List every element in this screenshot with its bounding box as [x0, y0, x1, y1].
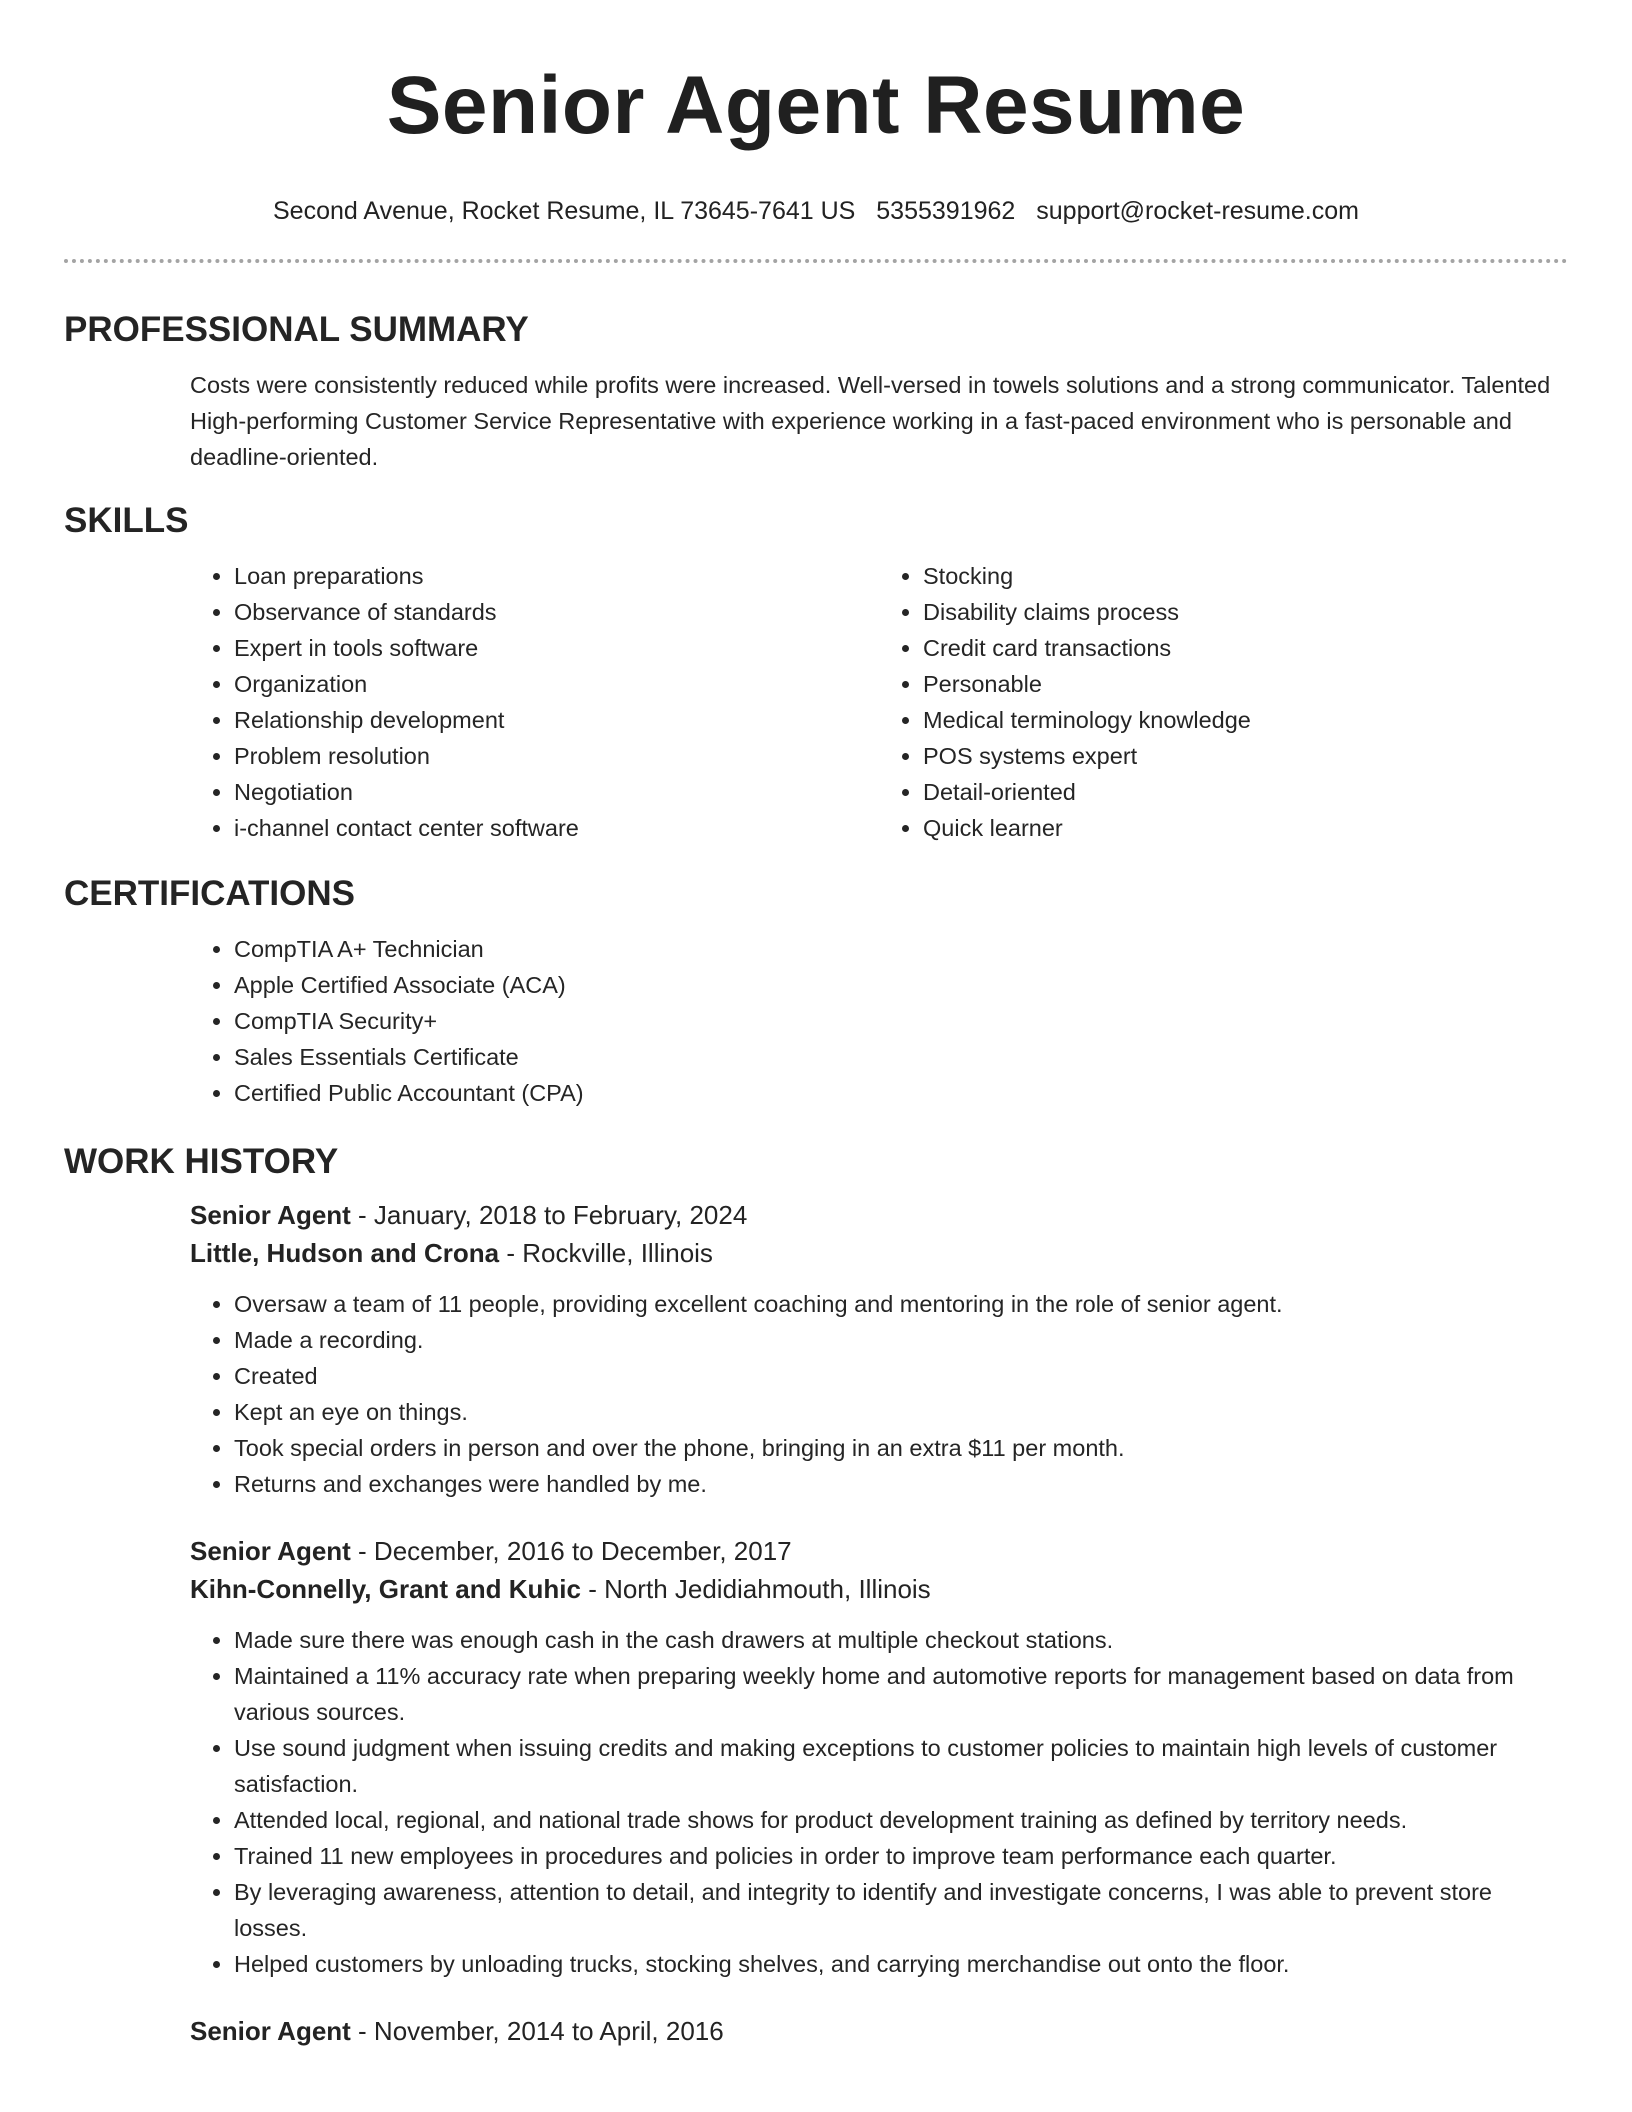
list-item: • Problem resolution [234, 738, 879, 774]
job-entry [190, 2012, 1568, 2050]
contact-phone: 5355391962 [876, 197, 1016, 225]
contact-address: Second Avenue, Rocket Resume, IL 73645-7641 US [273, 197, 856, 225]
job-dates: - December, 2016 to December, 2017 [350, 1536, 792, 1566]
certifications-section [64, 931, 1568, 1111]
list-item: • Negotiation [234, 774, 879, 810]
list-item: • CompTIA Security+ [234, 1003, 1568, 1039]
section-title-certifications: CERTIFICATIONS [64, 874, 356, 913]
job-company: Little, Hudson and Crona [190, 1238, 500, 1268]
list-item: • Helped customers by unloading trucks, stocking shelves, and carrying merchandise out onto the floor. [234, 1946, 1568, 1982]
job-location: - North Jedidiahmouth, Illinois [580, 1574, 931, 1604]
list-item: • Took special orders in person and over the phone, bringing in an extra $11 per month. [234, 1430, 1568, 1466]
list-item: • POS systems expert [923, 738, 1568, 774]
page-title: Senior Agent Resume [386, 60, 1246, 151]
section-title-work-history: WORK HISTORY [64, 1142, 339, 1181]
list-item: • Certified Public Accountant (CPA) [234, 1075, 1568, 1111]
list-item: • Relationship development [234, 702, 879, 738]
list-item: • Attended local, regional, and national trade shows for product development training as defined by territory needs. [234, 1802, 1568, 1838]
skills-list-left [190, 558, 879, 846]
list-item: • Loan preparations [234, 558, 879, 594]
list-item: • Expert in tools software [234, 630, 879, 666]
work-history-section [64, 1196, 1568, 2050]
list-item: • Sales Essentials Certificate [234, 1039, 1568, 1075]
summary-text: Costs were consistently reduced while profits were increased. Well-versed in towels solutions and a strong communicator. Talented High-performing Customer Service Representative with experience working in a fast-paced environment who is personable and deadline-oriented. [190, 372, 1551, 470]
job-title-line [190, 2012, 1568, 2050]
job-company: Kihn-Connelly, Grant and Kuhic [190, 1574, 581, 1604]
list-item: • Kept an eye on things. [234, 1394, 1568, 1430]
job-dates: - November, 2014 to April, 2016 [350, 2016, 724, 2046]
skills-list-right [879, 558, 1568, 846]
job-title-line [190, 1196, 1568, 1234]
list-item: • Personable [923, 666, 1568, 702]
section-title-skills: SKILLS [64, 501, 189, 540]
list-item: • Oversaw a team of 11 people, providing excellent coaching and mentoring in the role of senior agent. [234, 1286, 1568, 1322]
job-company-line [190, 1570, 1568, 1608]
list-item: • Quick learner [923, 810, 1568, 846]
list-item: • Created [234, 1358, 1568, 1394]
list-item: • Medical terminology knowledge [923, 702, 1568, 738]
list-item: • Trained 11 new employees in procedures and policies in order to improve team performance each quarter. [234, 1838, 1568, 1874]
contact-line [64, 194, 1568, 228]
job-role: Senior Agent [190, 2016, 351, 2046]
section-title-summary: PROFESSIONAL SUMMARY [64, 310, 529, 349]
job-dates: - January, 2018 to February, 2024 [350, 1200, 748, 1230]
list-item: • Credit card transactions [923, 630, 1568, 666]
job-title-line [190, 1532, 1568, 1570]
skills-section [64, 558, 1568, 846]
list-item: • Made sure there was enough cash in the cash drawers at multiple checkout stations. [234, 1622, 1568, 1658]
job-role: Senior Agent [190, 1200, 351, 1230]
list-item: • Observance of standards [234, 594, 879, 630]
job-bullets [190, 1622, 1568, 1982]
list-item: • Maintained a 11% accuracy rate when preparing weekly home and automotive reports for management based on data from various sources. [234, 1658, 1568, 1730]
list-item: • By leveraging awareness, attention to detail, and integrity to identify and investigate concerns, I was able to prevent store losses. [234, 1874, 1568, 1946]
list-item: • Returns and exchanges were handled by me. [234, 1466, 1568, 1502]
certifications-list [190, 931, 1568, 1111]
job-bullets [190, 1286, 1568, 1502]
summary-section [64, 367, 1568, 475]
header-divider [64, 259, 1568, 263]
list-item: • Made a recording. [234, 1322, 1568, 1358]
job-company-line [190, 1234, 1568, 1272]
contact-email[interactable]: support@rocket-resume.com [1036, 197, 1359, 225]
job-entry [190, 1196, 1568, 1502]
job-role: Senior Agent [190, 1536, 351, 1566]
list-item: • i-channel contact center software [234, 810, 879, 846]
list-item: • Apple Certified Associate (ACA) [234, 967, 1568, 1003]
job-location: - Rockville, Illinois [499, 1238, 713, 1268]
list-item: • Stocking [923, 558, 1568, 594]
list-item: • Organization [234, 666, 879, 702]
job-entry [190, 1532, 1568, 1982]
list-item: • Use sound judgment when issuing credits and making exceptions to customer policies to maintain high levels of customer satisfaction. [234, 1730, 1568, 1802]
list-item: • Detail-oriented [923, 774, 1568, 810]
list-item: • Disability claims process [923, 594, 1568, 630]
list-item: • CompTIA A+ Technician [234, 931, 1568, 967]
